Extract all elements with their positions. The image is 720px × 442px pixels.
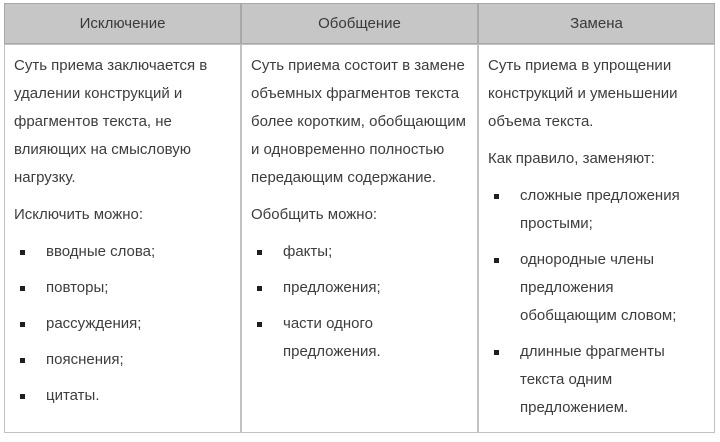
square-bullet-icon xyxy=(20,358,25,363)
list-item xyxy=(20,346,230,374)
square-bullet-icon xyxy=(257,286,262,291)
square-bullet-icon xyxy=(257,250,262,255)
square-bullet-icon xyxy=(20,286,25,291)
list-item-label: повторы; xyxy=(46,279,109,296)
generalization-lead-in-text: Обобщить можно: xyxy=(251,206,378,223)
generalization-cell xyxy=(241,44,478,433)
column-header-generalization: Обобщение xyxy=(241,3,478,44)
list-item xyxy=(20,382,230,410)
list-item xyxy=(494,182,704,238)
list-item xyxy=(20,274,230,302)
list-item xyxy=(20,310,230,338)
list-item-label: предложения; xyxy=(283,279,381,296)
table-body xyxy=(4,44,715,433)
list-item-label: однородные члены предложения обобщающим словом; xyxy=(520,251,677,324)
replacement-list xyxy=(488,182,704,422)
list-item xyxy=(257,274,467,302)
column-header-replacement: Замена xyxy=(478,3,715,44)
square-bullet-icon xyxy=(494,194,499,199)
table-header-row xyxy=(4,3,715,44)
square-bullet-icon xyxy=(257,322,262,327)
generalization-list xyxy=(251,238,467,366)
list-item xyxy=(257,310,467,366)
text-compression-techniques-table xyxy=(4,3,715,433)
column-header-exclusion: Исключение xyxy=(4,3,241,44)
list-item-label: длинные фрагменты текста одним предложением. xyxy=(520,343,665,416)
replacement-cell xyxy=(478,44,715,433)
square-bullet-icon xyxy=(20,394,25,399)
exclusion-lead-in-text: Исключить можно: xyxy=(14,206,144,223)
square-bullet-icon xyxy=(494,258,499,263)
square-bullet-icon xyxy=(20,322,25,327)
list-item-label: пояснения; xyxy=(46,351,124,368)
exclusion-list xyxy=(14,238,230,410)
table-row xyxy=(4,44,715,433)
list-item xyxy=(20,238,230,266)
exclusion-cell xyxy=(4,44,241,433)
list-item xyxy=(494,246,704,330)
list-item-label: вводные слова; xyxy=(46,243,156,260)
list-item-label: сложные предложения простыми; xyxy=(520,187,680,232)
list-item-label: цитаты. xyxy=(46,387,100,404)
square-bullet-icon xyxy=(20,250,25,255)
list-item xyxy=(257,238,467,266)
exclusion-intro-text: Суть приема заключается в удалении конструкций и фрагментов текста, не влияющих на смысловую нагрузку. xyxy=(14,57,208,186)
replacement-intro-text: Суть приема в упрощении конструкций и уменьшении объема текста. xyxy=(488,57,678,130)
list-item xyxy=(494,338,704,422)
square-bullet-icon xyxy=(494,350,499,355)
list-item-label: факты; xyxy=(283,243,333,260)
list-item-label: рассуждения; xyxy=(46,315,142,332)
list-item-label: части одного предложения. xyxy=(283,315,381,360)
replacement-lead-in-text: Как правило, заменяют: xyxy=(488,150,655,167)
generalization-intro-text: Суть приема состоит в замене объемных фрагментов текста более коротким, обобщающим и одновременно полностью передающим содержание. xyxy=(251,57,466,186)
